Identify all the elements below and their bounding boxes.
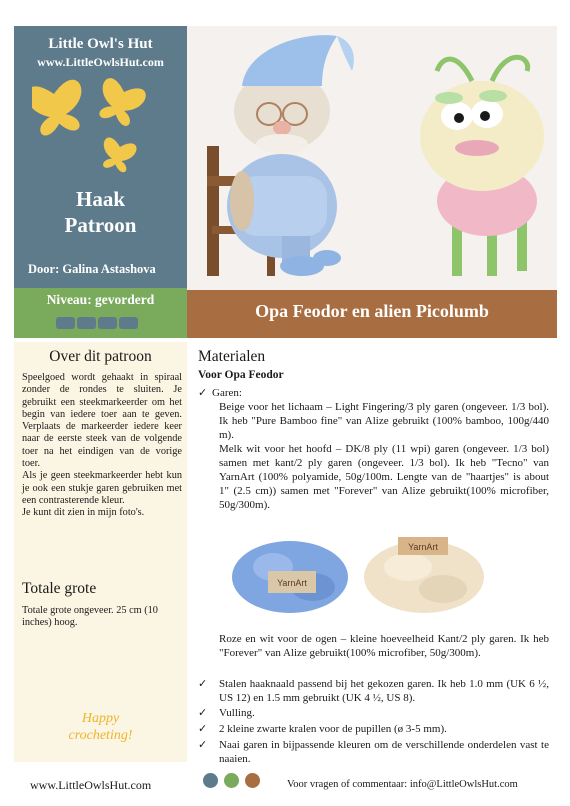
footer-contact[interactable]: Voor vragen of commentaar: info@LittleOwlsHut.com bbox=[287, 779, 518, 790]
alien-picolumb-figure bbox=[420, 57, 544, 276]
footer-dot bbox=[203, 773, 218, 788]
yarn-item-3: Roze en wit voor de ogen – kleine hoeveelheid Kant/2 ply garen. Ik heb "Forever" van Alize gebruikt(100% microfiber, 50g/300m). bbox=[219, 633, 549, 659]
yarn-illustration bbox=[228, 527, 488, 619]
butterfly-large-icon bbox=[32, 78, 88, 137]
about-paragraph: Als je geen steekmarkeerder hebt kun je ook een stukje garen gebruiken met een contrasterende kleur. bbox=[22, 470, 182, 506]
butterfly-small-icon bbox=[92, 76, 147, 129]
check-icon: ✓ bbox=[198, 387, 208, 399]
level-band bbox=[14, 288, 187, 338]
blue-yarn-skein bbox=[232, 541, 348, 613]
pattern-title: Opa Feodor en alien Picolumb bbox=[255, 301, 489, 321]
happy-line2: crocheting! bbox=[68, 728, 133, 743]
brand-url[interactable]: www.LittleOwlsHut.com bbox=[37, 55, 164, 69]
check-icon: ✓ bbox=[198, 678, 208, 690]
about-text bbox=[22, 372, 182, 520]
happy-line1: Happy bbox=[81, 711, 120, 726]
title-band bbox=[187, 290, 557, 338]
cream-yarn-skein bbox=[364, 537, 484, 613]
yarn-item-2: Melk wit voor het hoofd – DK/8 ply (11 wpi) garen (ongeveer. 1/3 bol) samen met kant/2 ply garen (ongeveer. 1/3 bol). Ik heb "Tecno" van YarnArt (100% polyamide, 50g/100m. Lengte van de "haartjes" is about 1" (2.5 cm)) samen met "Forever" van Alize gebruikt(100% microfiber, 50g/300m). bbox=[219, 443, 549, 511]
about-paragraph: Je kunt dit zien in mijn foto's. bbox=[22, 507, 145, 519]
materials-subheading: Voor Opa Feodor bbox=[198, 369, 284, 381]
yarn-photo bbox=[228, 527, 488, 619]
level-indicator bbox=[119, 317, 138, 329]
brand-panel bbox=[14, 26, 187, 288]
footer-dot bbox=[224, 773, 239, 788]
butterfly-mini-icon bbox=[98, 136, 138, 174]
level-indicator bbox=[77, 317, 96, 329]
footer-url[interactable]: www.LittleOwlsHut.com bbox=[30, 778, 152, 792]
pattern-type-line1: Haak bbox=[75, 187, 125, 211]
level-indicator bbox=[98, 317, 117, 329]
footer-dot bbox=[245, 773, 260, 788]
happy-crocheting bbox=[14, 710, 187, 744]
about-heading: Over dit patroon bbox=[49, 348, 152, 365]
material-item: Naai garen in bijpassende kleuren om de verschillende onderdelen vast te naaien. bbox=[219, 739, 549, 765]
yarn-brand-label: YarnArt bbox=[408, 542, 438, 552]
level-indicator bbox=[56, 317, 75, 329]
brand-name: Little Owl's Hut bbox=[48, 36, 153, 52]
check-icon: ✓ bbox=[198, 707, 208, 719]
check-icon: ✓ bbox=[198, 739, 208, 751]
material-item: Stalen haaknaald passend bij het gekozen garen. Ik heb 1.0 mm (UK 6 ½, US 12) en 1.5 mm gebruikt (UK 4 ½, US 8). bbox=[219, 678, 549, 704]
butterflies-logo bbox=[32, 72, 172, 182]
pattern-type bbox=[14, 186, 187, 238]
size-heading: Totale grote bbox=[22, 580, 97, 597]
opa-feodor-figure bbox=[207, 35, 354, 276]
yarn-label: Garen: bbox=[212, 387, 242, 399]
yarn-item-1: Beige voor het lichaam – Light Fingering/3 ply garen (ongeveer. 1/3 bol). Ik heb "Pure Bamboo fine" van Alize gebruikt (100% bamboo, 100g/440 m). bbox=[219, 401, 549, 441]
yarn-brand-label: YarnArt bbox=[277, 578, 307, 588]
check-icon: ✓ bbox=[198, 723, 208, 735]
info-column bbox=[14, 342, 187, 762]
material-item: Vulling. bbox=[219, 707, 255, 719]
about-paragraph: Speelgoed wordt gehaakt in spiraal zonder de rondes te sluiten. Je gebruikt een steekmarkeerder om het begin van iedere toer aan te geven. Verplaats de markeerder iedere keer naar de eerste steek van de volgende toer na het eindigen van de vorige toer. bbox=[22, 372, 182, 470]
product-photo bbox=[187, 26, 557, 290]
material-item: 2 kleine zwarte kralen voor de pupillen (ø 3-5 mm). bbox=[219, 723, 447, 735]
pattern-type-line2: Patroon bbox=[64, 213, 137, 237]
toys-illustration bbox=[187, 26, 557, 290]
author: Door: Galina Astashova bbox=[28, 262, 156, 276]
level-label: Niveau: gevorderd bbox=[46, 292, 155, 307]
size-text: Totale grote ongeveer. 25 cm (10 inches) hoog. bbox=[22, 605, 158, 629]
materials-heading: Materialen bbox=[198, 348, 266, 365]
